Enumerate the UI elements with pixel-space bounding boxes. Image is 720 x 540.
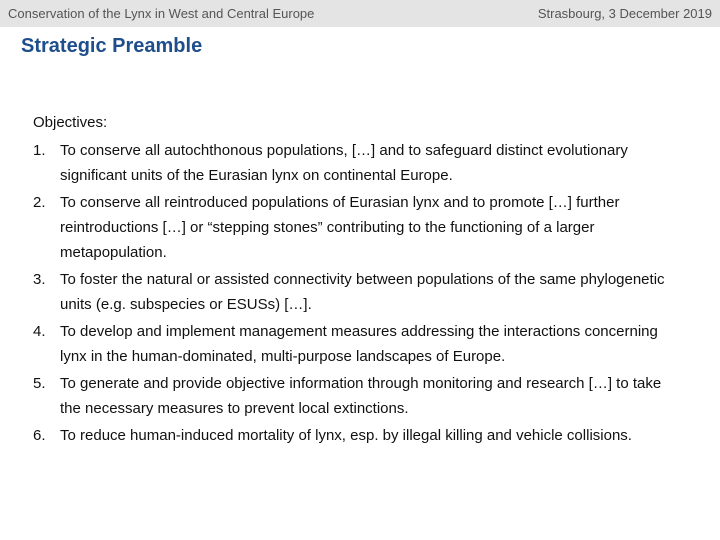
objective-item [33, 138, 683, 188]
objectives-heading: Objectives: [33, 114, 108, 131]
objective-number: 5. [33, 375, 46, 392]
objective-number: 6. [33, 427, 46, 444]
slide-body [33, 110, 683, 450]
objective-text: To foster the natural or assisted connectivity between populations of the same phylogenetic units (e.g. subspecies or ESUSs) […]. [60, 271, 665, 313]
objective-item [33, 267, 683, 317]
objective-number: 3. [33, 271, 46, 288]
objective-text: To develop and implement management measures addressing the interactions concerning lynx in the human-dominated, multi-purpose landscapes of Europe. [60, 323, 658, 365]
objective-item [33, 371, 683, 421]
objective-text: To conserve all autochthonous populations, […] and to safeguard distinct evolutionary significant units of the Eurasian lynx on continental Europe. [60, 142, 628, 184]
page-title: Strategic Preamble [21, 35, 203, 57]
header-location-date: Strasbourg, 3 December 2019 [537, 6, 712, 21]
objective-number: 1. [33, 142, 46, 159]
objective-item [33, 190, 683, 265]
objective-text: To generate and provide objective information through monitoring and research […] to take the necessary measures to prevent local extinctions. [60, 375, 662, 417]
objectives-list [33, 138, 683, 448]
objective-item [33, 423, 683, 448]
objective-item [33, 319, 683, 369]
objective-number: 4. [33, 323, 46, 340]
header-bar [0, 0, 720, 27]
header-event-title: Conservation of the Lynx in West and Central Europe [8, 6, 315, 21]
objective-text: To conserve all reintroduced populations of Eurasian lynx and to promote […] further reintroductions […] or “stepping stones” contributing to the functioning of a larger metapopulation. [60, 194, 620, 261]
objective-text: To reduce human-induced mortality of lynx, esp. by illegal killing and vehicle collisions. [60, 427, 632, 444]
objective-number: 2. [33, 194, 46, 211]
